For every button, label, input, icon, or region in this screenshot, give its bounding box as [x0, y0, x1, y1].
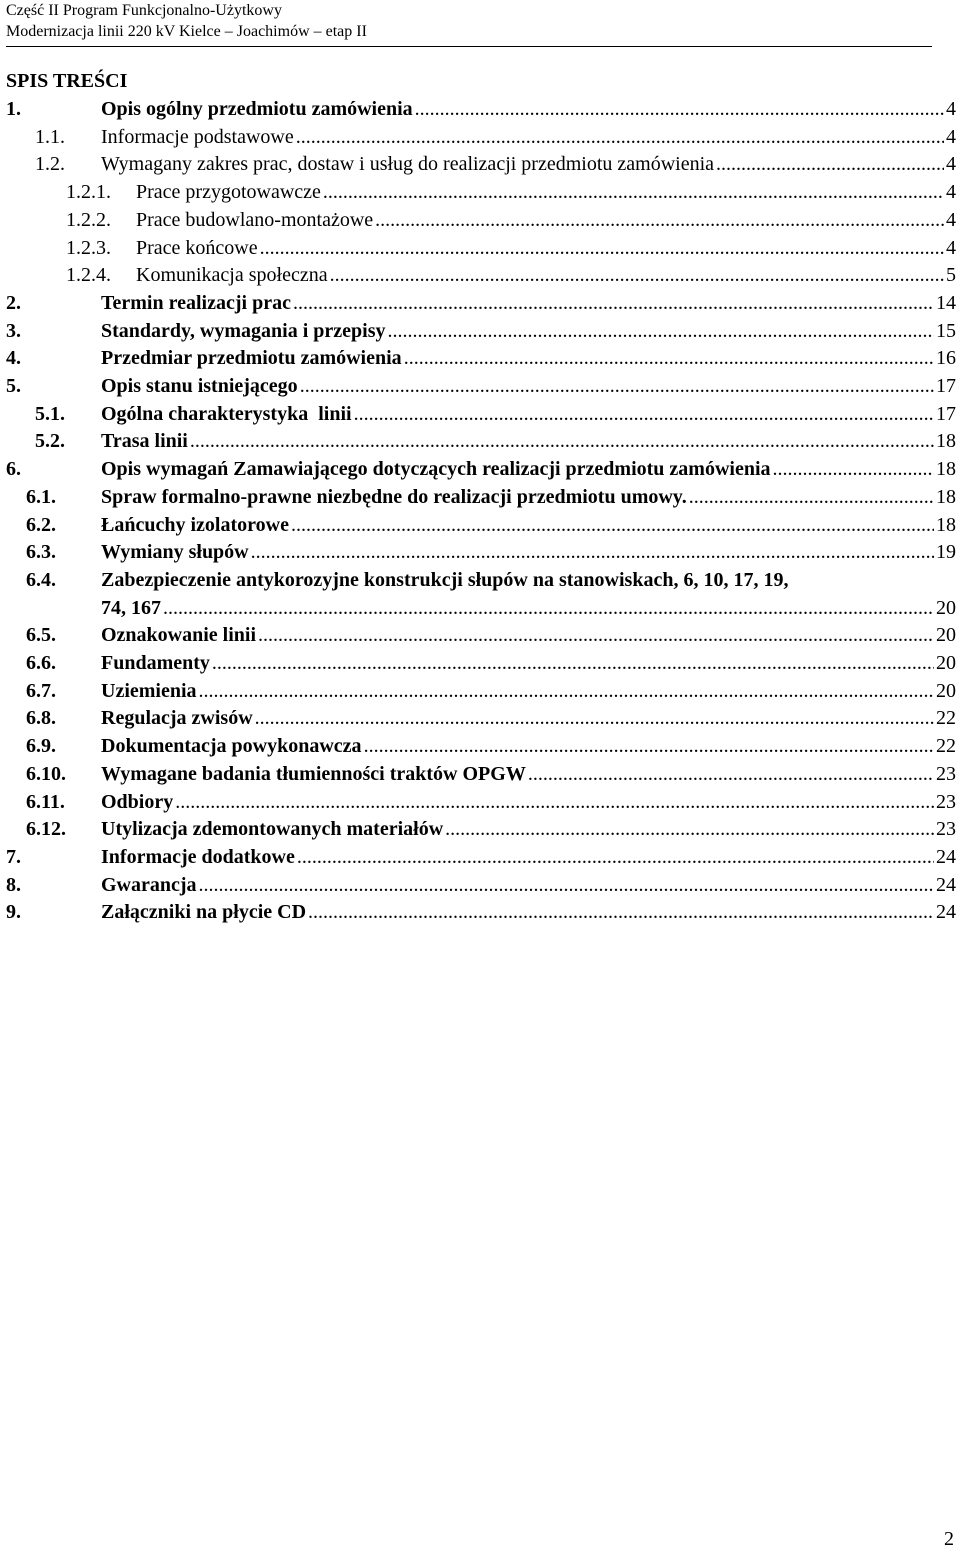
toc-entry-title: Prace przygotowawcze — [136, 181, 321, 204]
toc-entry-title: Wymagany zakres prac, dostaw i usług do realizacji przedmiotu zamówienia — [101, 153, 715, 176]
dot-leader — [773, 456, 934, 484]
toc-entry-page: 4 — [946, 208, 956, 231]
toc-entry-page: 20 — [936, 652, 956, 675]
toc-entry-1[interactable] — [6, 96, 956, 124]
toc-entry-title: Łańcuchy izolatorowe — [101, 513, 289, 536]
toc-entry-1-2[interactable] — [6, 151, 956, 179]
toc-entry-page: 23 — [936, 790, 956, 813]
dot-leader — [291, 512, 934, 540]
toc-entry-page: 18 — [936, 458, 956, 481]
toc-entry-number: 6.9. — [26, 735, 56, 758]
toc-entry-page: 23 — [936, 818, 956, 841]
dot-leader — [300, 373, 934, 401]
toc-entry-6-7[interactable] — [6, 678, 956, 706]
toc-entry-title-continuation: 74, 167 — [101, 596, 161, 619]
dot-leader — [689, 484, 934, 512]
toc-entry-number: 6.6. — [26, 652, 56, 675]
toc-entry-number: 1.2.4. — [66, 264, 111, 287]
toc-entry-page: 18 — [936, 430, 956, 453]
toc-entry-number: 5.2. — [35, 430, 65, 453]
toc-entry-number: 6.4. — [26, 568, 56, 591]
toc-entry-6-6[interactable] — [6, 650, 956, 678]
toc-entry-page: 15 — [936, 319, 956, 342]
dot-leader — [260, 235, 944, 263]
dot-leader — [190, 428, 934, 456]
toc-entry-title: Termin realizacji prac — [101, 291, 291, 314]
toc-entry-6-9[interactable] — [6, 733, 956, 761]
toc-entry-number: 1. — [6, 98, 21, 120]
toc-entry-1-2-2[interactable] — [6, 207, 956, 235]
page-number: 2 — [944, 1528, 954, 1550]
toc-entry-number: 5. — [6, 375, 21, 398]
toc-entry-number: 6.2. — [26, 513, 56, 536]
toc-entry-title: Informacje podstawowe — [101, 125, 294, 148]
toc-entry-number: 5.1. — [35, 402, 65, 425]
toc-entry-2[interactable] — [6, 290, 956, 318]
dot-leader — [297, 844, 934, 872]
toc-entry-page: 17 — [936, 375, 956, 398]
dot-leader — [199, 678, 934, 706]
toc-entry-number: 6.11. — [26, 790, 65, 813]
toc-entry-title: Komunikacja społeczna — [136, 264, 328, 287]
toc-entry-number: 6.3. — [26, 541, 56, 564]
dot-leader — [354, 401, 934, 429]
toc-entry-page: 16 — [936, 347, 956, 370]
toc-entry-number: 4. — [6, 347, 21, 370]
toc-entry-6-10[interactable] — [6, 761, 956, 789]
toc-entry-number: 7. — [6, 845, 21, 868]
toc-entry-page: 18 — [936, 485, 956, 508]
toc-entry-page: 4 — [946, 125, 956, 148]
toc-entry-page: 18 — [936, 513, 956, 536]
toc-entry-number: 1.2.1. — [66, 181, 111, 204]
toc-entry-page: 4 — [946, 153, 956, 176]
toc-entry-6-8[interactable] — [6, 705, 956, 733]
toc-entry-page: 5 — [946, 264, 956, 287]
toc-entry-title: Standardy, wymagania i przepisy — [101, 319, 386, 342]
toc-entry-6-5[interactable] — [6, 622, 956, 650]
toc-entry-number: 1.2.2. — [66, 208, 111, 231]
toc-entry-page: 4 — [946, 181, 956, 204]
toc-entry-number: 6.12. — [26, 818, 66, 841]
toc-entry-number: 6.8. — [26, 707, 56, 730]
toc-entry-1-2-3[interactable] — [6, 235, 956, 263]
toc-entry-page: 14 — [936, 291, 956, 314]
toc-entry-7[interactable] — [6, 844, 956, 872]
header-project-title: Modernizacja linii 220 kV Kielce – Joachimów – etap II — [6, 23, 367, 40]
toc-entry-number: 9. — [6, 901, 21, 924]
toc-entry-number: 6.5. — [26, 624, 56, 647]
toc-entry-9[interactable] — [6, 899, 956, 927]
toc-entry-6-1[interactable] — [6, 484, 956, 512]
toc-entry-1-1[interactable] — [6, 124, 956, 152]
toc-entry-page: 20 — [936, 624, 956, 647]
toc-entry-title: Wymiany słupów — [101, 541, 249, 564]
toc-entry-5-2[interactable] — [6, 428, 956, 456]
toc-entry-title: Ogólna charakterystyka linii — [101, 402, 352, 425]
dot-leader — [308, 899, 934, 927]
toc-entry-1-2-1[interactable] — [6, 179, 956, 207]
toc-entry-title: Informacje dodatkowe — [101, 845, 295, 868]
dot-leader — [415, 96, 944, 124]
dot-leader — [364, 733, 934, 761]
toc-entry-title: Trasa linii — [101, 430, 188, 453]
dot-leader — [251, 539, 934, 567]
toc-entry-page: 22 — [936, 735, 956, 758]
toc-entry-6-12[interactable] — [6, 816, 956, 844]
toc-entry-title: Oznakowanie linii — [101, 624, 257, 647]
toc-entry-6-4[interactable] — [6, 567, 956, 622]
toc-entry-5-1[interactable] — [6, 401, 956, 429]
toc-entry-number: 1.1. — [35, 125, 65, 148]
toc-entry-title: Dokumentacja powykonawcza — [101, 735, 362, 758]
toc-entry-number: 1.2.3. — [66, 236, 111, 259]
toc-entry-title: Uziemienia — [101, 679, 197, 702]
table-of-contents — [6, 68, 956, 927]
toc-entry-number: 6.10. — [26, 762, 66, 785]
toc-entry-page: 23 — [936, 762, 956, 785]
toc-entry-page: 24 — [936, 901, 956, 924]
dot-leader — [404, 345, 934, 373]
toc-entry-page: 19 — [936, 541, 956, 564]
toc-entry-page: 20 — [936, 679, 956, 702]
toc-entry-title: Zabezpieczenie antykorozyjne konstrukcji słupów na stanowiskach, 6, 10, 17, 19, — [101, 568, 789, 591]
toc-entry-title: Opis ogólny przedmiotu zamówienia — [101, 98, 413, 120]
header-rule — [6, 46, 932, 47]
toc-entry-number: 1.2. — [35, 153, 65, 176]
toc-entry-page: 20 — [936, 596, 956, 619]
toc-entry-page: 24 — [936, 845, 956, 868]
dot-leader — [296, 124, 944, 152]
toc-entry-title: Gwarancja — [101, 873, 197, 896]
dot-leader — [212, 650, 934, 678]
toc-entry-6-3[interactable] — [6, 539, 956, 567]
dot-leader — [375, 207, 944, 235]
dot-leader — [716, 151, 944, 179]
dot-leader — [163, 595, 934, 623]
toc-entry-number: 6. — [6, 458, 21, 481]
toc-entry-page: 22 — [936, 707, 956, 730]
toc-entry-6[interactable] — [6, 456, 956, 484]
toc-entry-title: Przedmiar przedmiotu zamówienia — [101, 347, 402, 370]
toc-entry-title: Utylizacja zdemontowanych materiałów — [101, 818, 444, 841]
toc-entry-title: Odbiory — [101, 790, 174, 813]
toc-entry-6-2[interactable] — [6, 512, 956, 540]
toc-entry-3[interactable] — [6, 318, 956, 346]
toc-entry-5[interactable] — [6, 373, 956, 401]
dot-leader — [445, 816, 934, 844]
toc-entry-page: 4 — [946, 98, 956, 120]
toc-entry-title: Prace budowlano-montażowe — [136, 208, 374, 231]
dot-leader — [255, 705, 934, 733]
dot-leader — [330, 262, 944, 290]
dot-leader — [293, 290, 934, 318]
document-header — [6, 0, 932, 47]
dot-leader — [387, 318, 934, 346]
dot-leader — [323, 179, 944, 207]
toc-entry-number: 6.1. — [26, 485, 56, 508]
dot-leader — [258, 622, 934, 650]
toc-entry-title: Załączniki na płycie CD — [101, 901, 307, 924]
toc-entry-title: Opis stanu istniejącego — [101, 375, 298, 398]
dot-leader — [175, 789, 934, 817]
toc-entry-number: 6.7. — [26, 679, 56, 702]
toc-entry-1-2-4[interactable] — [6, 262, 956, 290]
toc-entry-title: Spraw formalno-prawne niezbędne do realizacji przedmiotu umowy. — [101, 485, 687, 508]
toc-entry-title: Wymagane badania tłumienności traktów OPGW — [101, 762, 526, 785]
toc-entry-8[interactable] — [6, 872, 956, 900]
toc-entry-page: 24 — [936, 873, 956, 896]
header-part-title: Część II Program Funkcjonalno-Użytkowy — [6, 2, 282, 19]
toc-entry-title: Fundamenty — [101, 652, 210, 675]
dot-leader — [199, 872, 934, 900]
toc-entry-page: 4 — [946, 236, 956, 259]
toc-entry-6-11[interactable] — [6, 789, 956, 817]
dot-leader — [528, 761, 934, 789]
toc-entry-number: 3. — [6, 319, 21, 342]
toc-entry-number: 8. — [6, 873, 21, 896]
toc-entry-title: Regulacja zwisów — [101, 707, 253, 730]
toc-entry-page: 17 — [936, 402, 956, 425]
toc-entry-title: Opis wymagań Zamawiającego dotyczących realizacji przedmiotu zamówienia — [101, 458, 771, 481]
toc-title: SPIS TREŚCI — [6, 70, 128, 92]
toc-entry-4[interactable] — [6, 345, 956, 373]
toc-entry-number: 2. — [6, 291, 21, 314]
toc-entry-title: Prace końcowe — [136, 236, 258, 259]
